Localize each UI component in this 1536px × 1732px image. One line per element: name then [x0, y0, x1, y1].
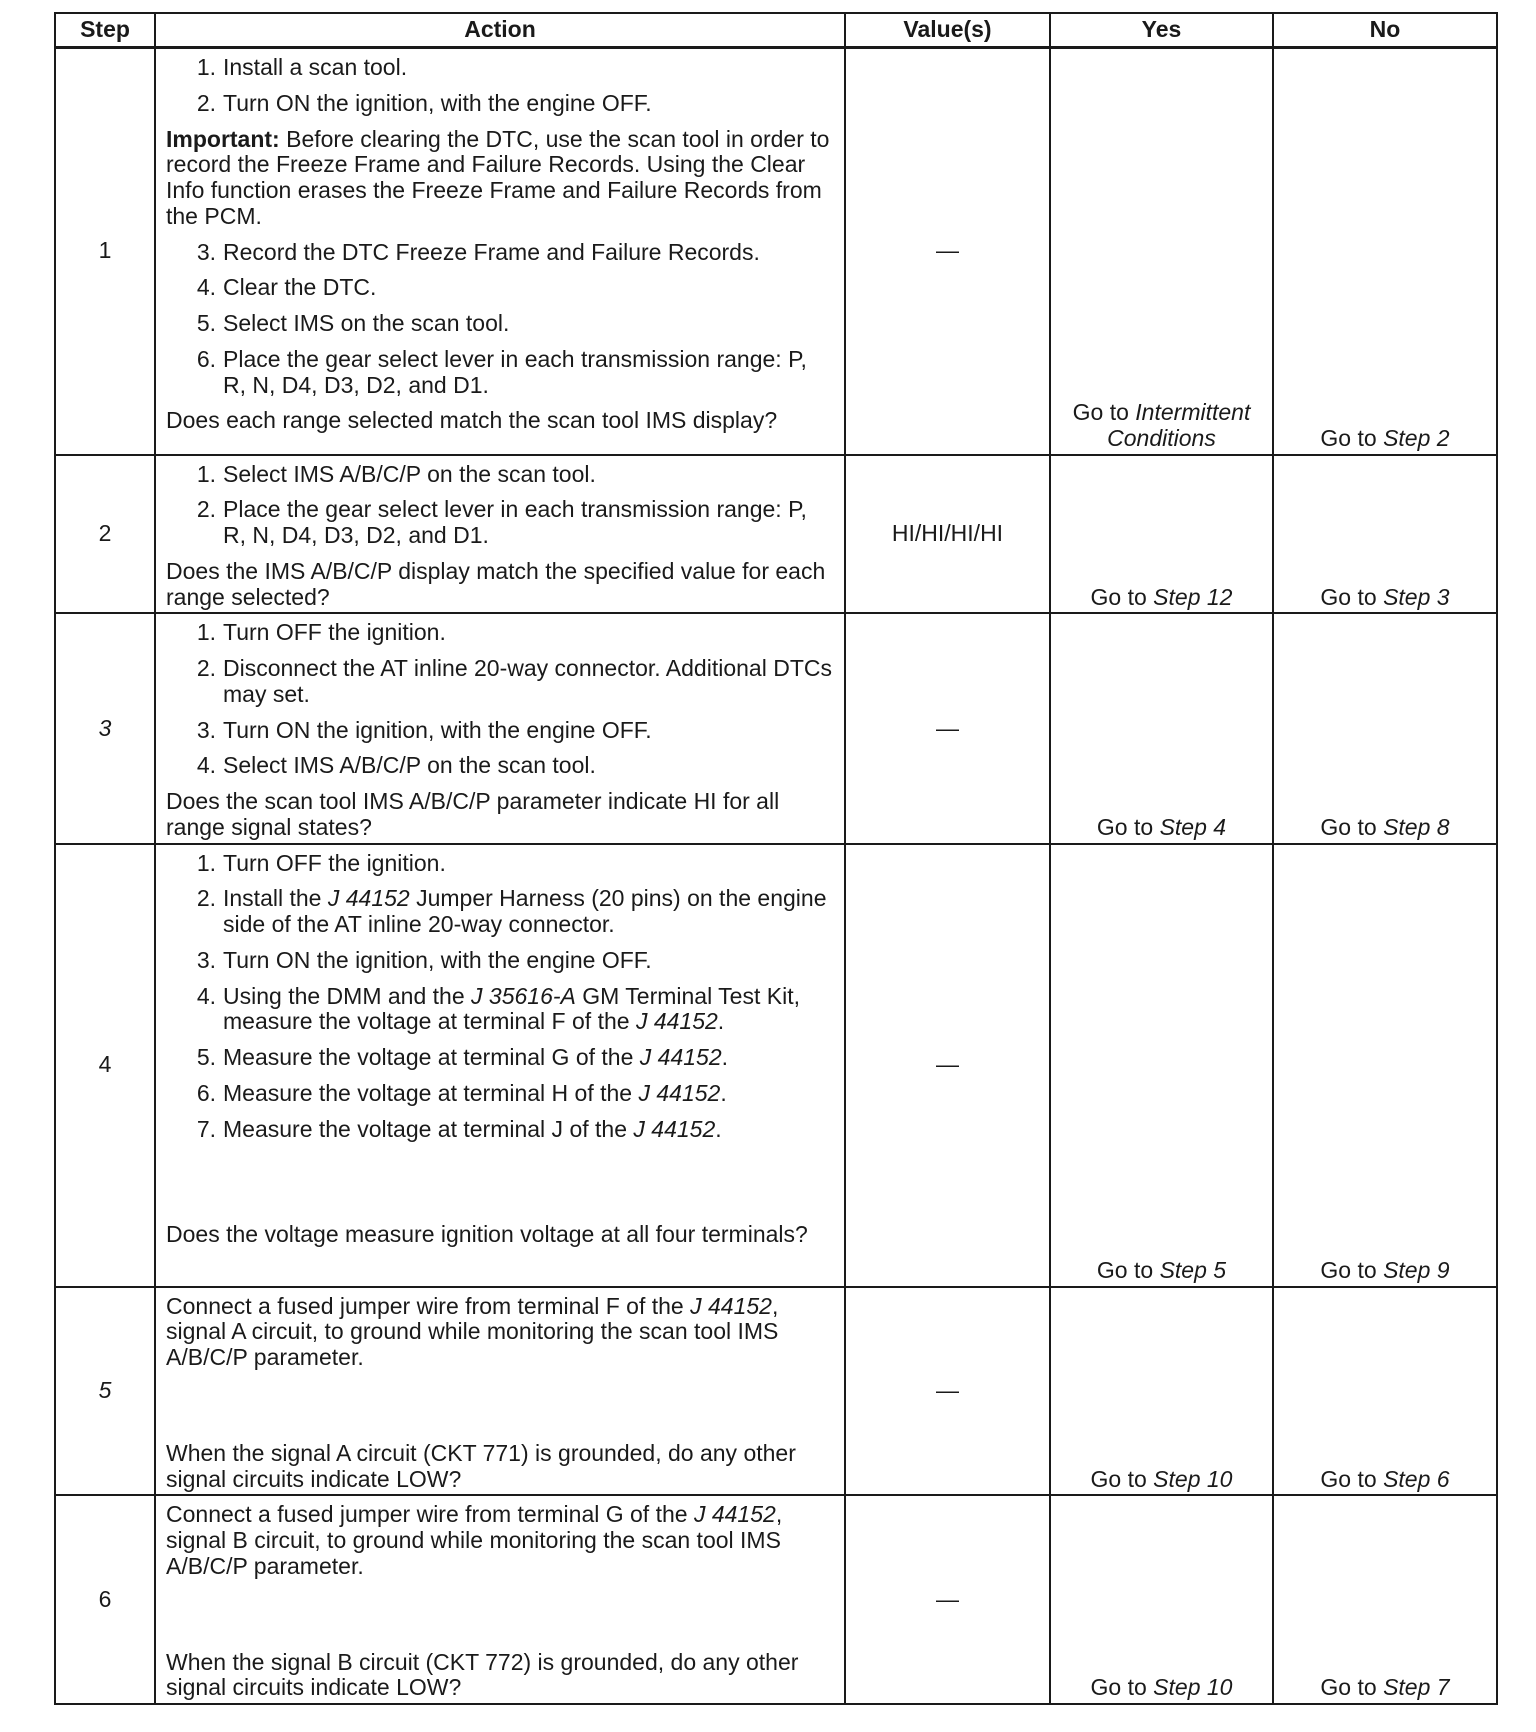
header-action: Action	[155, 13, 845, 48]
yes-cell	[1050, 455, 1273, 614]
action-item: 5. Measure the voltage at terminal G of the J 44152.	[196, 1044, 729, 1070]
header-no: No	[1273, 13, 1497, 48]
action-item: 2. Turn ON the ignition, with the engine OFF.	[196, 89, 652, 116]
yes-cell	[1050, 613, 1273, 843]
action-item: 4. Clear the DTC.	[196, 274, 377, 301]
goto-link[interactable]: Step 10	[1153, 1674, 1233, 1701]
header-yes: Yes	[1050, 13, 1273, 48]
action-item: 1. Select IMS A/B/C/P on the scan tool.	[196, 460, 596, 487]
no-goto: Go to Step 7	[1320, 1674, 1450, 1701]
no-goto: Go to Step 8	[1320, 813, 1450, 840]
header-step: Step	[55, 13, 155, 48]
action-cell	[155, 613, 845, 843]
action-text: Connect a fused jumper wire from terminal G of the J 44152, signal B circuit, to ground while monitoring the scan tool IMS A/B/C/P parameter.	[166, 1501, 783, 1579]
action-item: 3. Turn ON the ignition, with the engine OFF.	[196, 716, 652, 743]
action-item: 3. Record the DTC Freeze Frame and Failure Records.	[196, 238, 760, 265]
question: When the signal A circuit (CKT 771) is grounded, do any other signal circuits indicate LOW?	[166, 1439, 796, 1492]
spacer	[166, 1381, 836, 1431]
step-number: 3	[55, 613, 155, 843]
action-item: 5. Select IMS on the scan tool.	[196, 310, 510, 336]
question: Does the IMS A/B/C/P display match the specified value for each range selected?	[166, 557, 826, 610]
action-item: 1. Install a scan tool.	[196, 54, 408, 80]
table-row	[55, 844, 1497, 1287]
action-item: 6. Measure the voltage at terminal H of the J 44152.	[196, 1079, 727, 1106]
header-row	[55, 13, 1497, 48]
goto-link[interactable]: Step 3	[1383, 583, 1450, 610]
action-item: 7. Measure the voltage at terminal J of the J 44152.	[196, 1115, 722, 1142]
action-cell	[155, 1495, 845, 1704]
yes-goto: Go to Step 10	[1090, 1674, 1233, 1701]
goto-link[interactable]: Step 4	[1159, 813, 1227, 840]
action-cell	[155, 1287, 845, 1496]
yes-cell	[1050, 844, 1273, 1287]
goto-link[interactable]: Step 8	[1383, 813, 1450, 840]
action-item: 1. Turn OFF the ignition.	[196, 619, 446, 646]
action-cell	[155, 455, 845, 614]
yes-goto: Go to Intermittent Conditions	[1072, 399, 1251, 451]
action-cell	[155, 844, 845, 1287]
goto-link[interactable]: Step 9	[1383, 1256, 1450, 1283]
value-cell: —	[845, 1287, 1050, 1496]
action-item: 4. Select IMS A/B/C/P on the scan tool.	[196, 752, 596, 779]
action-item: 1. Turn OFF the ignition.	[196, 849, 446, 876]
question: When the signal B circuit (CKT 772) is grounded, do any other signal circuits indicate LOW?	[166, 1648, 799, 1701]
action-item: 2. Install the J 44152 Jumper Harness (20 pins) on the engine side of the AT inline 20-way connector.	[196, 885, 827, 937]
step-number: 2	[55, 455, 155, 614]
yes-goto: Go to Step 12	[1090, 583, 1233, 610]
question: Does the voltage measure ignition voltage at all four terminals?	[166, 1221, 808, 1248]
action-item: 6. Place the gear select lever in each transmission range: P, R, N, D4, D3, D2, and D1.	[196, 345, 807, 398]
no-cell	[1273, 844, 1497, 1287]
question: Does each range selected match the scan tool IMS display?	[166, 407, 778, 434]
table-row	[55, 1495, 1497, 1704]
no-cell	[1273, 48, 1497, 455]
yes-goto: Go to Step 5	[1096, 1256, 1227, 1283]
table-row	[55, 455, 1497, 614]
value-cell: —	[845, 48, 1050, 455]
important-label: Important:	[166, 125, 280, 152]
no-goto: Go to Step 9	[1320, 1256, 1450, 1283]
important-note: Important: Before clearing the DTC, use the scan tool in order to record the Freeze Frame and Failure Records. Using the Clear Info function erases the Freeze Frame and Failure Records from the PCM.	[166, 125, 830, 229]
yes-cell	[1050, 1495, 1273, 1704]
yes-cell	[1050, 1287, 1273, 1496]
value-cell: —	[845, 613, 1050, 843]
action-item: 4. Using the DMM and the J 35616-A GM Terminal Test Kit, measure the voltage at terminal F of the J 44152.	[196, 982, 800, 1035]
step-number: 6	[55, 1495, 155, 1704]
value-cell: —	[845, 844, 1050, 1287]
goto-link[interactable]: Step 12	[1153, 583, 1233, 610]
no-goto: Go to Step 3	[1320, 583, 1450, 610]
yes-goto: Go to Step 10	[1090, 1465, 1233, 1492]
no-cell	[1273, 613, 1497, 843]
goto-link[interactable]: Step 2	[1383, 424, 1450, 451]
table-row	[55, 613, 1497, 843]
no-cell	[1273, 455, 1497, 614]
no-cell	[1273, 1287, 1497, 1496]
action-item: 2. Place the gear select lever in each transmission range: P, R, N, D4, D3, D2, and D1.	[196, 496, 807, 548]
step-number: 1	[55, 48, 155, 455]
step-number: 4	[55, 844, 155, 1287]
no-goto: Go to Step 2	[1320, 424, 1450, 451]
question: Does the scan tool IMS A/B/C/P parameter indicate HI for all range signal states?	[166, 788, 780, 840]
table-row	[55, 1287, 1497, 1496]
yes-goto: Go to Step 4	[1096, 813, 1227, 840]
goto-link[interactable]: Intermittent Conditions	[1107, 399, 1251, 451]
value-cell: —	[845, 1495, 1050, 1704]
step-number: 5	[55, 1287, 155, 1496]
action-item: 2. Disconnect the AT inline 20-way connector. Additional DTCs may set.	[196, 655, 832, 707]
no-cell	[1273, 1495, 1497, 1704]
value-cell: HI/HI/HI/HI	[845, 455, 1050, 614]
goto-link[interactable]: Step 5	[1159, 1256, 1227, 1283]
action-item: 3. Turn ON the ignition, with the engine OFF.	[196, 946, 652, 973]
header-values: Value(s)	[845, 13, 1050, 48]
no-goto: Go to Step 6	[1320, 1465, 1450, 1492]
action-text: Connect a fused jumper wire from terminal F of the J 44152, signal A circuit, to ground while monitoring the scan tool IMS A/B/C/P parameter.	[166, 1292, 779, 1370]
goto-link[interactable]: Step 6	[1383, 1465, 1450, 1492]
yes-cell	[1050, 48, 1273, 455]
diagnostic-table	[54, 12, 1498, 1705]
action-cell	[155, 48, 845, 455]
spacer	[166, 1590, 836, 1640]
goto-link[interactable]: Step 10	[1153, 1465, 1233, 1492]
spacer	[166, 1152, 836, 1212]
table-row	[55, 48, 1497, 455]
goto-link[interactable]: Step 7	[1383, 1674, 1450, 1701]
